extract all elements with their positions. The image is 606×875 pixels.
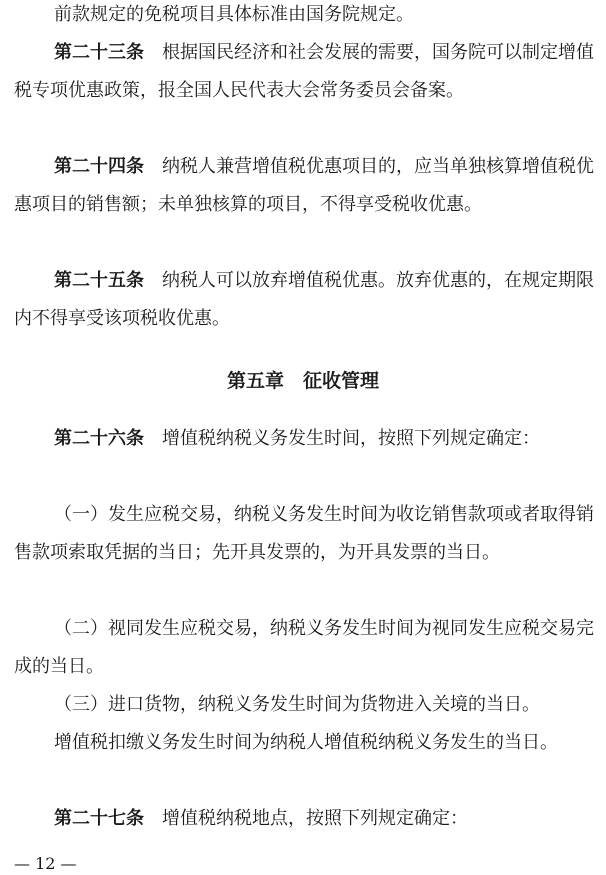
paragraph-text: 增值税纳税地点，按照下列规定确定：: [162, 808, 468, 829]
article-23: [14, 34, 594, 110]
paragraph-text: （一）发生应税交易，纳税义务发生时间为收讫销售款项或者取得销售款项索取凭据的当日；先开具发票的，为开具发票的当日。: [14, 504, 594, 563]
paragraph-text: （二）视同发生应税交易，纳税义务发生时间为视同发生应税交易完成的当日。: [14, 618, 594, 677]
article-24: [14, 148, 594, 224]
article-number: 第二十三条: [54, 42, 144, 63]
paragraph-text: 增值税纳税义务发生时间，按照下列规定确定：: [162, 428, 540, 449]
article-number: 第二十六条: [54, 428, 144, 449]
article-number: 第二十四条: [54, 156, 144, 177]
article-number: 第二十七条: [54, 808, 144, 829]
page-number: — 12 —: [14, 854, 77, 873]
clause-2: [14, 610, 594, 686]
article-number: 第二十五条: [54, 270, 144, 291]
article-26: [14, 420, 594, 458]
clause-1: [14, 496, 594, 572]
article-27: [14, 800, 594, 838]
paragraph-text: 前款规定的免税项目具体标准由国务院规定。: [54, 4, 414, 25]
paragraph-text: （三）进口货物，纳税义务发生时间为货物进入关境的当日。: [54, 694, 540, 715]
withholding-paragraph: [14, 724, 594, 762]
paragraph-text: 纳税人可以放弃增值税优惠。放弃优惠的，在规定期限内不得享受该项税收优惠。: [14, 270, 594, 329]
article-25: [14, 262, 594, 338]
clause-3: [14, 686, 594, 724]
paragraph-text: 纳税人兼营增值税优惠项目的，应当单独核算增值税优惠项目的销售额；未单独核算的项目，不得享受税收优惠。: [14, 156, 594, 215]
paragraph-exemption-standard: [14, 0, 594, 34]
paragraph-text: 增值税扣缴义务发生时间为纳税人增值税纳税义务发生的当日。: [54, 732, 558, 753]
chapter-title: 第五章 征收管理: [226, 370, 379, 392]
paragraph-text: 根据国民经济和社会发展的需要，国务院可以制定增值税专项优惠政策，报全国人民代表大会常务委员会备案。: [14, 42, 594, 101]
